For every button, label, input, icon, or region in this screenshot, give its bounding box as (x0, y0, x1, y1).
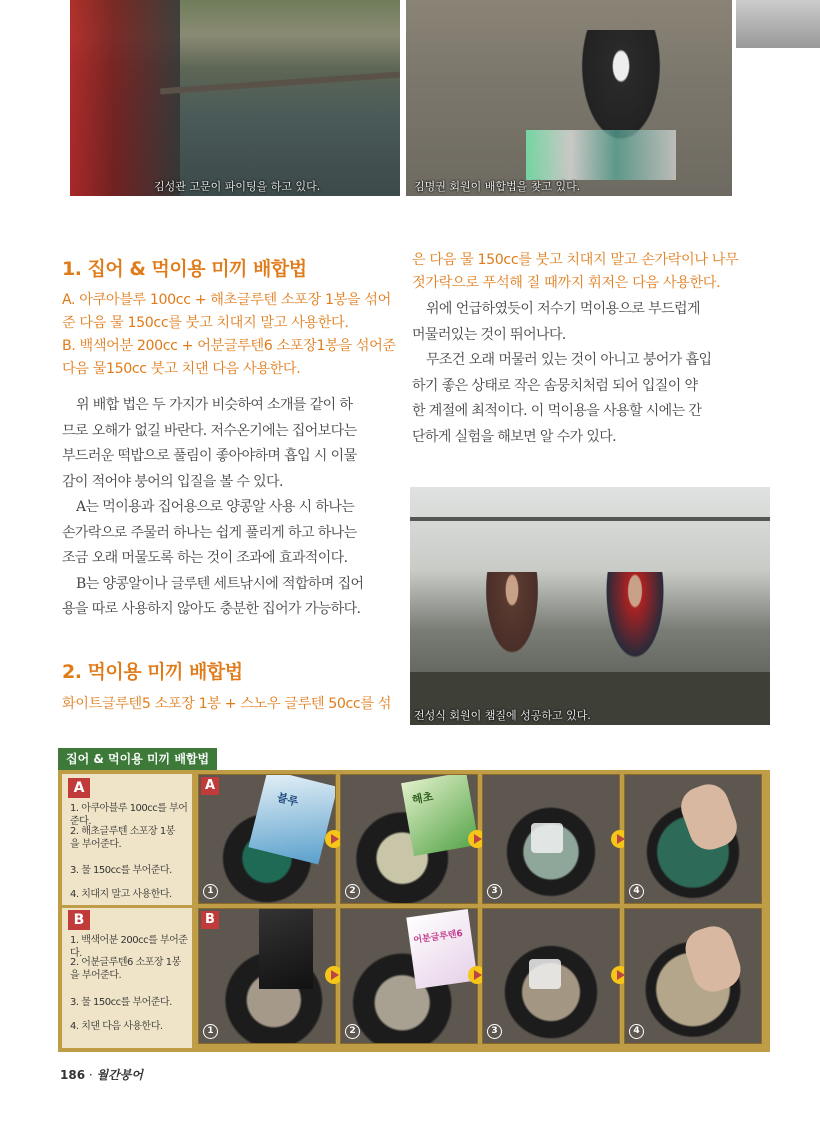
body-line: 감이 적어야 붕어의 입질을 볼 수 있다. (62, 473, 283, 490)
recipe-line: A. 아쿠아블루 100cc + 해초글루텐 소포장 1봉을 섞어 (62, 292, 391, 308)
magazine-name: 월간붕어 (96, 1068, 143, 1082)
photo-caption: 전성식 회원이 챔질에 성공하고 있다. (414, 709, 591, 722)
photo-a1 (198, 774, 336, 904)
body-line: 하기 좋은 상태로 작은 솜뭉치처럼 되어 입질이 약 (412, 377, 698, 394)
photo-caption: 김명권 회원이 배합법을 찾고 있다. (414, 180, 581, 193)
footer-separator: · (88, 1068, 93, 1082)
tent-frame (410, 517, 770, 521)
step-number: 1 (203, 1024, 218, 1039)
step-item: 1. 백색어분 200cc를 부어준다. (70, 935, 188, 959)
photo-a3 (482, 774, 620, 904)
steps-b-badge: B (68, 910, 90, 930)
photo-b1 (198, 908, 336, 1044)
step-item: 3. 물 150cc를 부어준다. (70, 997, 172, 1008)
measuring-cup (529, 959, 561, 989)
body-line: A는 먹이용과 집어용으로 양콩알 사용 시 하나는 (76, 499, 355, 515)
body-line: 한 계절에 최적이다. 이 먹이용을 사용할 시에는 간 (412, 403, 702, 419)
step-item: 4. 치대지 말고 사용한다. (70, 889, 172, 900)
body-line: 조금 오래 머물도록 하는 것이 조과에 효과적이다. (62, 550, 348, 566)
right-recipe (412, 249, 738, 295)
photo-b3 (482, 908, 620, 1044)
steps-b (62, 908, 192, 1048)
bait-bags (526, 130, 676, 180)
hand (680, 921, 745, 997)
hand (676, 779, 743, 856)
seaweed-bag (401, 774, 478, 856)
angler-right (602, 572, 668, 667)
bag-label: 블루 (275, 790, 300, 809)
aqua-blue-bag (248, 774, 336, 865)
page-footer (60, 1066, 143, 1083)
photo-a4 (624, 774, 762, 904)
body-line: 부드러운 떡밥으로 풀림이 좋아야하며 흡입 시 이물 (62, 448, 357, 464)
step-number: 2 (345, 884, 360, 899)
photo-b2 (340, 908, 478, 1044)
body-line: 위에 언급하였듯이 저수기 먹이용으로 부드럽게 (426, 301, 700, 317)
page-number: 186 (60, 1068, 86, 1082)
car-corner (736, 0, 820, 48)
step-number: 3 (487, 1024, 502, 1039)
step-item: 4. 치댄 다음 사용한다. (70, 1021, 163, 1032)
body-line: 용을 따로 사용하지 않아도 충분한 집어가 가능하다. (62, 601, 361, 617)
bag-label: 어분글루텐6 (412, 929, 464, 946)
step-number: 4 (629, 1024, 644, 1039)
recipe-line: 준 다음 물 150cc를 붓고 치대지 말고 사용한다. (62, 315, 349, 331)
body-line: 단하게 실험을 해보면 알 수가 있다. (412, 428, 617, 445)
body-line: 므로 오해가 없길 바란다. 저수온기에는 집어보다는 (62, 422, 357, 439)
step-item: 3. 물 150cc를 부어준다. (70, 865, 172, 876)
recipe-line: 은 다음 물 150cc를 붓고 치대지 말고 손가락이나 나무 (412, 252, 739, 268)
section1-recipe (62, 289, 396, 381)
section2-heading: 2. 먹이용 미끼 배합법 (62, 661, 243, 683)
photo-fighting (70, 0, 400, 196)
step-number: 1 (203, 884, 218, 899)
person-silhouette (70, 0, 180, 196)
photo-a2 (340, 774, 478, 904)
recipe-line: B. 백색어분 200cc + 어분글루텐6 소포장1봉을 섞어준 (62, 338, 396, 354)
photo-mixing (406, 0, 732, 196)
step-item: 2. 해초글루텐 소포장 1봉을 부어준다. (70, 826, 175, 850)
steps-a-badge: A (68, 778, 90, 798)
body-line: 손가락으로 주물러 하나는 쉽게 풀리게 하고 하나는 (62, 524, 357, 541)
photo-b4 (624, 908, 762, 1044)
white-fishmeal-bag (259, 909, 313, 989)
section2-recipe (62, 693, 391, 716)
steps-a (62, 774, 192, 905)
step-number: 3 (487, 884, 502, 899)
angler-left (482, 572, 542, 662)
step-number: 2 (345, 1024, 360, 1039)
step-number: 4 (629, 884, 644, 899)
dock-rail (160, 72, 400, 95)
row-a-label: A (201, 777, 219, 795)
body-line: 머물러있는 것이 뛰어나다. (412, 326, 566, 343)
body-line: 무조건 오래 머물러 있는 것이 아니고 붕어가 흡입 (426, 352, 712, 368)
right-body (412, 297, 742, 450)
recipe-line: 다음 물150cc 붓고 치댄 다음 사용한다. (62, 361, 301, 377)
section1-body (62, 393, 392, 623)
step-item: 2. 어분글루텐6 소포장 1봉을 부어준다. (70, 957, 181, 981)
photo-hookset (410, 487, 770, 725)
photo-caption: 김성관 고문이 파이팅을 하고 있다. (154, 180, 321, 193)
step-item: 1. 아쿠아블루 100cc를 부어준다. (70, 803, 188, 827)
fishmeal-gluten-bag (406, 909, 477, 989)
section1-heading: 1. 집어 & 먹이용 미끼 배합법 (62, 258, 307, 280)
bag-label: 해초 (411, 790, 435, 807)
recipe-line: 젓가락으로 푸석해 질 때까지 휘저은 다음 사용한다. (412, 275, 721, 291)
recipe-line: 화이트글루텐5 소포장 1봉 + 스노우 글루텐 50cc를 섞 (62, 696, 392, 712)
measuring-cup (531, 823, 563, 853)
body-line: 위 배합 법은 두 가지가 비슷하여 소개를 같이 하 (76, 397, 353, 413)
body-line: B는 양콩알이나 글루텐 세트낚시에 적합하며 집어 (76, 575, 364, 592)
row-b-label: B (201, 911, 219, 929)
panel-title: 집어 & 먹이용 미끼 배합법 (58, 748, 217, 770)
